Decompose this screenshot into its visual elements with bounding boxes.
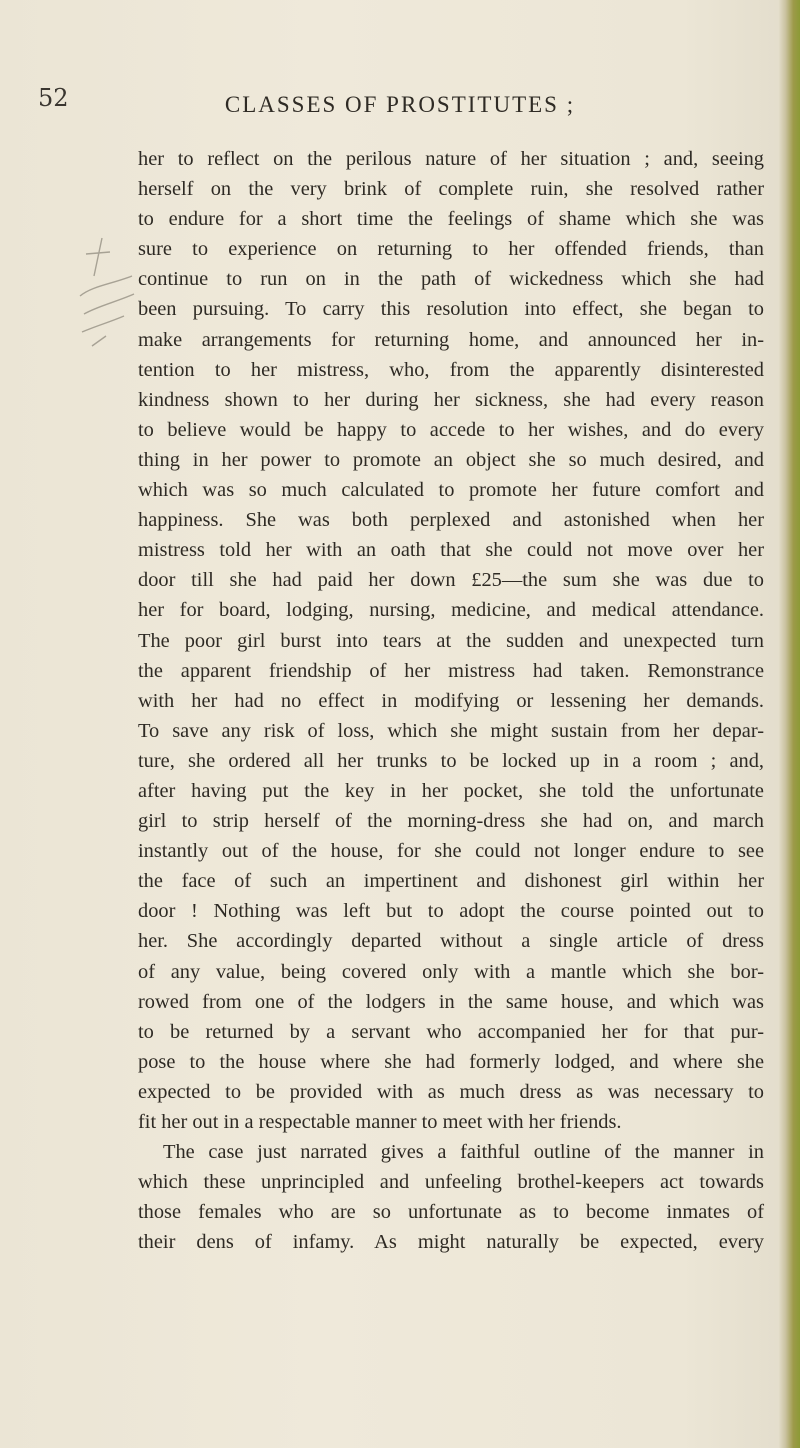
page-number: 52: [38, 84, 69, 112]
text-line: to believe would be happy to accede to her wishes, and do every: [138, 418, 764, 441]
text-line: door ! Nothing was left but to adopt the course pointed out to: [138, 900, 764, 923]
text-line: after having put the key in her pocket, she told the unfortunate: [138, 779, 764, 802]
text-line: to be returned by a servant who accompanied her for that pur-: [138, 1020, 764, 1043]
text-line: The poor girl burst into tears at the sudden and unexpected turn: [138, 629, 764, 652]
text-line: with her had no effect in modifying or lessening her demands.: [138, 689, 764, 712]
text-line: been pursuing. To carry this resolution into effect, she began to: [138, 298, 764, 321]
text-line: To save any risk of loss, which she might sustain from her depar-: [138, 719, 764, 742]
text-line: to endure for a short time the feelings of shame which she was: [138, 208, 764, 231]
text-line: happiness. She was both perplexed and astonished when her: [138, 509, 764, 532]
text-line: tention to her mistress, who, from the apparently disinterested: [138, 358, 764, 381]
text-line: continue to run on in the path of wickedness which she had: [138, 268, 764, 291]
text-line: herself on the very brink of complete ruin, she resolved rather: [138, 178, 764, 201]
text-line: the apparent friendship of her mistress had taken. Remonstrance: [138, 659, 764, 682]
text-line: thing in her power to promote an object she so much desired, and: [138, 448, 764, 471]
text-line: kindness shown to her during her sickness, she had every reason: [138, 388, 764, 411]
text-line: rowed from one of the lodgers in the same house, and which was: [138, 990, 764, 1013]
page-edge: [778, 0, 800, 1448]
text-line: expected to be provided with as much dress as was necessary to: [138, 1080, 764, 1103]
margin-pencil-mark-icon: [72, 236, 142, 366]
text-line: door till she had paid her down £25—the sum she was due to: [138, 569, 764, 592]
text-line: her to reflect on the perilous nature of her situation ; and, seeing: [138, 148, 764, 170]
text-line: make arrangements for returning home, and announced her in-: [138, 328, 764, 351]
text-line: mistress told her with an oath that she could not move over her: [138, 539, 764, 562]
text-line: ture, she ordered all her trunks to be locked up in a room ; and,: [138, 749, 764, 772]
text-line: The case just narrated gives a faithful outline of the manner in: [163, 1141, 764, 1164]
text-line: pose to the house where she had formerly lodged, and where she: [138, 1050, 764, 1073]
text-line: of any value, being covered only with a mantle which she bor-: [138, 960, 764, 983]
text-line: those females who are so unfortunate as to become inmates of: [138, 1201, 764, 1224]
body-text: [138, 144, 764, 1257]
running-head: CLASSES OF PROSTITUTES ;: [224, 92, 576, 117]
text-line: her. She accordingly departed without a single article of dress: [138, 930, 764, 953]
text-line: girl to strip herself of the morning-dress she had on, and march: [138, 810, 764, 833]
text-line: sure to experience on returning to her offended friends, than: [138, 238, 764, 261]
text-line: their dens of infamy. As might naturally be expected, every: [138, 1231, 764, 1254]
text-line: which these unprincipled and unfeeling brothel-keepers act towards: [138, 1171, 764, 1194]
text-line: fit her out in a respectable manner to meet with her friends.: [138, 1111, 622, 1133]
text-line: instantly out of the house, for she could not longer endure to see: [138, 840, 764, 863]
text-line: her for board, lodging, nursing, medicine, and medical attendance.: [138, 599, 764, 622]
text-line: which was so much calculated to promote her future comfort and: [138, 479, 764, 502]
text-line: the face of such an impertinent and dishonest girl within her: [138, 870, 764, 893]
